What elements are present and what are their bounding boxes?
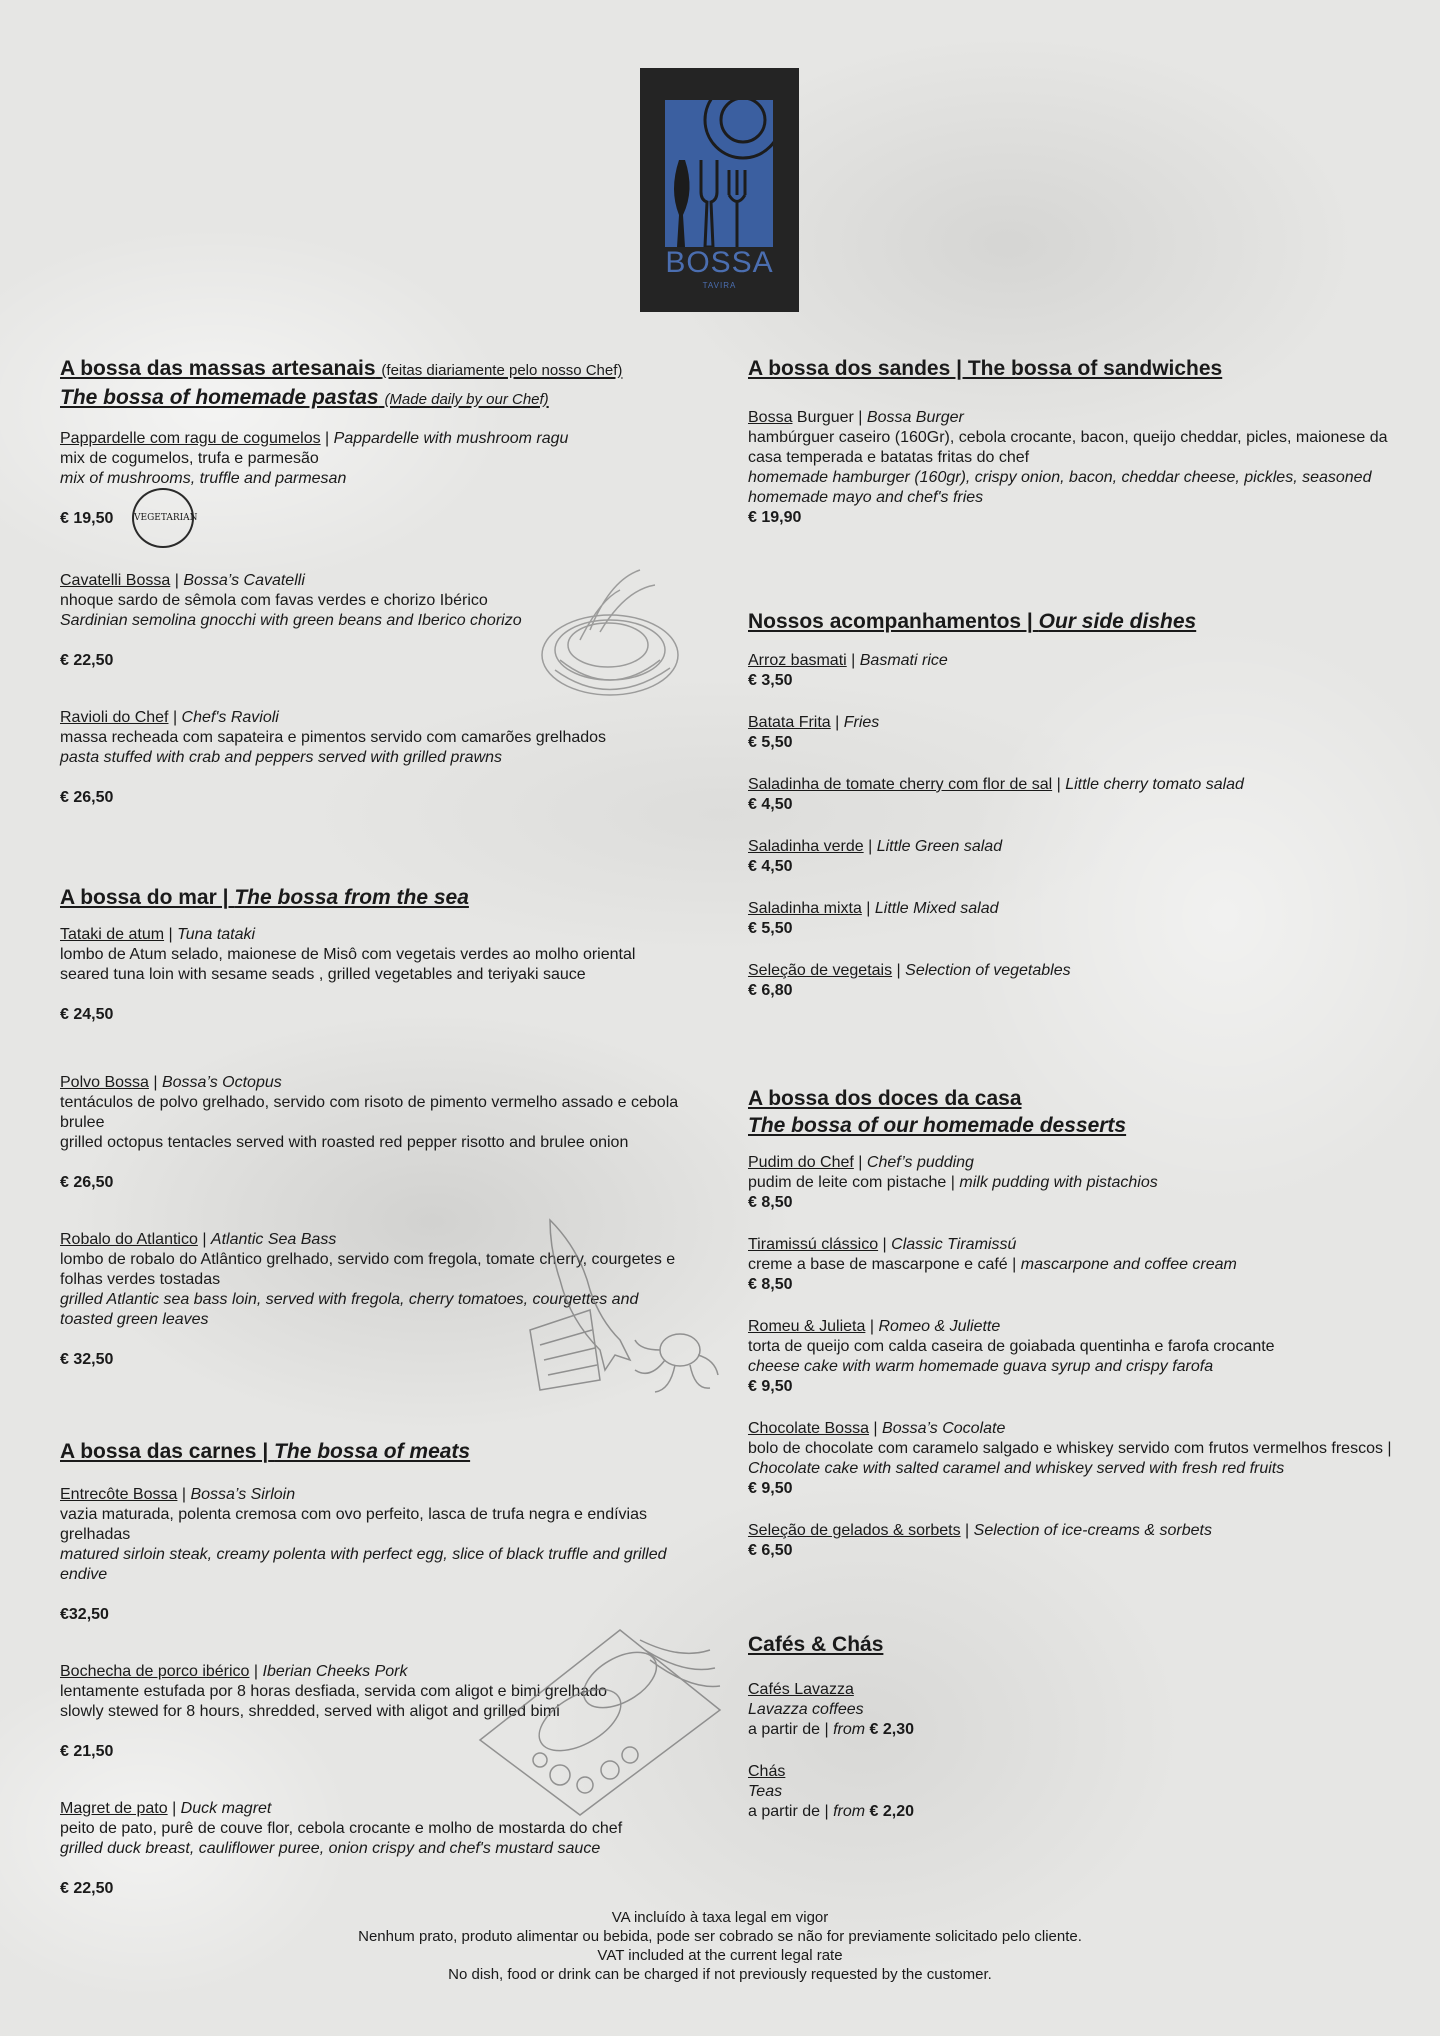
item-name-en: Classic Tiramissú <box>891 1236 1017 1253</box>
item-name-en: Little cherry tomato salad <box>1065 776 1244 793</box>
item-description-pt: vazia maturada, polenta cremosa com ovo perfeito, lasca de trufa negra e endívias grelhadas <box>60 1506 647 1543</box>
item-name-pt: Cafés Lavazza <box>748 1681 854 1698</box>
item-name-en: Bossa’s Cocolate <box>882 1420 1006 1437</box>
side-item-green-salad: Saladinha verde | Little Green salad € 4,50 <box>748 837 1398 877</box>
item-name-en: Bossa’s Sirloin <box>190 1486 296 1503</box>
item-name-pt: Polvo Bossa <box>60 1074 149 1091</box>
item-description-en: mix of mushrooms, truffle and parmesan <box>60 470 347 487</box>
item-name-pt: Seleção de vegetais <box>748 962 893 979</box>
pastas-note-pt: (feitas diariamente pelo nosso Chef) <box>381 362 623 379</box>
menu-item-polvo: Polvo Bossa | Bossa’s Octopus tentáculos de polvo grelhado, servido com risoto de pimento vermelho assado e cebola brulee grilled octopus tentacles served with roasted red pepper risotto and brulee onion € 26,50 <box>60 1073 690 1193</box>
item-name-en: Teas <box>748 1783 783 1800</box>
item-name-en: Fries <box>843 714 880 731</box>
menu-item-ravioli: Ravioli do Chef | Chef's Ravioli massa recheada com sapateira e pimentos servido com camarões grelhados pasta stuffed with crab and peppers served with grilled prawns € 26,50 <box>60 708 690 808</box>
item-price: € 6,50 <box>748 1542 793 1559</box>
item-name-pt: Robalo do Atlantico <box>60 1231 198 1248</box>
item-name-en: Romeo & Juliette <box>878 1318 1001 1335</box>
item-from-en: from <box>833 1803 866 1820</box>
item-description-pt: mix de cogumelos, trufa e parmesão <box>60 450 319 467</box>
item-description-en: grilled duck breast, cauliflower puree, onion crispy and chef's mustard sauce <box>60 1840 601 1857</box>
item-description-pt: nhoque sardo de sêmola com favas verdes e chorizo Ibérico <box>60 592 488 609</box>
item-name-en: Chef's Ravioli <box>181 709 279 726</box>
desserts-heading-pt: A bossa dos doces da casa <box>748 1087 1022 1110</box>
item-price: € 19,50 <box>60 510 114 527</box>
item-name-en: Bossa’s Cavatelli <box>183 572 305 589</box>
item-description-pt: hambúrguer caseiro (160Gr), cebola crocante, bacon, queijo cheddar, picles, maionese da casa temperada e batatas fritas do chef <box>748 429 1388 466</box>
item-name-pt: Seleção de gelados & sorbets <box>748 1522 961 1539</box>
footer-line: VAT included at the current legal rate <box>597 1947 843 1964</box>
item-price: € 5,50 <box>748 920 793 937</box>
footer-line: Nenhum prato, produto alimentar ou bebida, pode ser cobrado se não for previamente solicitado pelo cliente. <box>358 1928 1082 1945</box>
dessert-item-tiramisu: Tiramissú clássico | Classic Tiramissú creme a base de mascarpone e café | mascarpone and coffee cream € 8,50 <box>748 1235 1398 1295</box>
item-price: € 4,50 <box>748 858 793 875</box>
menu-item-entrecote: Entrecôte Bossa | Bossa’s Sirloin vazia maturada, polenta cremosa com ovo perfeito, lasca de trufa negra e endívias grelhadas matured sirloin steak, creamy polenta with perfect egg, slice of black truffle and grilled endive €32,50 <box>60 1485 690 1625</box>
menu-item-bochecha: Bochecha de porco ibérico | Iberian Cheeks Pork lentamente estufada por 8 horas desfiada, servida com aligot e bimi grelhado slowly stewed for 8 hours, shredded, served with aligot and grilled bimi € 21,50 <box>60 1662 690 1762</box>
item-description-en: pasta stuffed with crab and peppers served with grilled prawns <box>60 749 503 766</box>
item-price: € 24,50 <box>60 1006 114 1023</box>
item-name-pt: Pudim do Chef <box>748 1154 854 1171</box>
item-price: € 32,50 <box>60 1351 114 1368</box>
sides-title-en: Our side dishes <box>1038 610 1197 633</box>
coffee-item-lavazza <box>748 1680 1398 1740</box>
item-from-pt: a partir de | <box>748 1803 829 1820</box>
item-price: €32,50 <box>60 1606 109 1623</box>
dessert-item-pudim: Pudim do Chef | Chef’s pudding pudim de leite com pistache | milk pudding with pistachios € 8,50 <box>748 1153 1398 1213</box>
item-name-pt: Magret de pato <box>60 1800 168 1817</box>
item-description-en: mascarpone and coffee cream <box>1020 1256 1237 1273</box>
item-price: € 19,90 <box>748 509 802 526</box>
item-name-en: Selection of ice-creams & sorbets <box>973 1522 1212 1539</box>
item-price: € 8,50 <box>748 1194 793 1211</box>
item-description-en: slowly stewed for 8 hours, shredded, served with aligot and grilled bimi <box>60 1703 560 1720</box>
meats-heading <box>60 1438 690 1465</box>
item-name-en: Iberian Cheeks Pork <box>262 1663 408 1680</box>
item-description-pt: lentamente estufada por 8 horas desfiada, servida com aligot e bimi grelhado <box>60 1683 607 1700</box>
dessert-item-romeu-julieta: Romeu & Julieta | Romeo & Juliette torta de queijo com calda caseira de goiabada quentinha e farofa crocante cheese cake with warm homemade guava syrup and crispy farofa € 9,50 <box>748 1317 1398 1397</box>
item-description-en: homemade hamburger (160gr), crispy onion, bacon, cheddar cheese, pickles, seasoned homemade mayo and chef's fries <box>748 469 1372 506</box>
coffee-heading: Cafés & Chás <box>748 1633 884 1656</box>
item-name-en: Pappardelle with mushroom ragu <box>333 430 569 447</box>
item-name-en: Chef’s pudding <box>866 1154 974 1171</box>
footer-line: No dish, food or drink can be charged if not previously requested by the customer. <box>448 1966 992 1983</box>
item-price: € 26,50 <box>60 789 114 806</box>
side-item-mixed-salad: Saladinha mixta | Little Mixed salad € 5,50 <box>748 899 1398 939</box>
item-name-pt: Entrecôte Bossa <box>60 1486 178 1503</box>
item-description-en: matured sirloin steak, creamy polenta with perfect egg, slice of black truffle and grilled endive <box>60 1546 667 1583</box>
side-item-basmati: Arroz basmati | Basmati rice € 3,50 <box>748 651 1398 691</box>
sea-title-pt: A bossa do mar | <box>60 886 229 909</box>
meats-title-pt: A bossa das carnes | <box>60 1440 269 1463</box>
item-description-en: grilled octopus tentacles served with roasted red pepper risotto and brulee onion <box>60 1134 629 1151</box>
tableware-icon <box>665 100 773 247</box>
coffee-item-teas <box>748 1762 1398 1822</box>
side-item-fries: Batata Frita | Fries € 5,50 <box>748 713 1398 753</box>
desserts-title-en: The bossa of our homemade desserts <box>748 1114 1127 1137</box>
item-description-en: cheese cake with warm homemade guava syrup and crispy farofa <box>748 1358 1214 1375</box>
seafood-sketch-icon <box>520 1210 720 1400</box>
item-price: € 9,50 <box>748 1378 793 1395</box>
sea-title-en: The bossa from the sea <box>234 886 469 909</box>
item-price: € 4,50 <box>748 796 793 813</box>
item-description-en: Chocolate cake with salted caramel and whiskey served with fresh red fruits <box>748 1460 1285 1477</box>
item-description-pt: torta de queijo com calda caseira de goiabada quentinha e farofa crocante <box>748 1338 1275 1355</box>
item-name-en: Duck magret <box>180 1800 272 1817</box>
item-name-pt: Romeu & Julieta <box>748 1318 866 1335</box>
meat-board-sketch-icon <box>470 1620 730 1820</box>
item-name-pt: Saladinha de tomate cherry com flor de sal <box>748 776 1053 793</box>
item-price: € 21,50 <box>60 1743 114 1760</box>
item-name-pt: Saladinha verde <box>748 838 864 855</box>
item-name-en: Bossa Burger <box>866 409 964 426</box>
right-column <box>748 355 1398 1822</box>
pasta-sketch-icon <box>530 560 690 720</box>
item-name-en: Selection of vegetables <box>905 962 1071 979</box>
item-name-en: Lavazza coffees <box>748 1701 864 1718</box>
menu-item-pappardelle: Pappardelle com ragu de cogumelos | Pappardelle with mushroom ragu mix de cogumelos, trufa e parmesão mix of mushrooms, truffle and parmesan € 19,50 <box>60 429 690 529</box>
pastas-note-en: (Made daily by our Chef) <box>384 391 549 408</box>
logo-name: BOSSA <box>665 246 774 279</box>
sandwiches-heading: A bossa dos sandes | The bossa of sandwiches <box>748 357 1223 380</box>
menu-item-robalo: Robalo do Atlantico | Atlantic Sea Bass lombo de robalo do Atlântico grelhado, servido com fregola, tomate cherry, courgetes e folhas verdes tostadas grilled Atlantic sea bass loin, served with fregola, cherry tomatoes, courgettes and toasted green leaves € 32,50 <box>60 1230 690 1370</box>
logo <box>640 68 799 312</box>
item-description-en: milk pudding with pistachios <box>959 1174 1158 1191</box>
item-price: € 8,50 <box>748 1276 793 1293</box>
item-name-pt: Chocolate Bossa <box>748 1420 869 1437</box>
item-price: € 9,50 <box>748 1480 793 1497</box>
item-name-pt: Tataki de atum <box>60 926 165 943</box>
footer-line: VA incluído à taxa legal em vigor <box>611 1909 829 1926</box>
item-price: € 6,80 <box>748 982 793 999</box>
item-name-pt: Tiramissú clássico <box>748 1236 879 1253</box>
sea-heading <box>60 884 690 911</box>
item-price: € 5,50 <box>748 734 793 751</box>
item-from-en: from <box>833 1721 866 1738</box>
item-from-pt: a partir de | <box>748 1721 829 1738</box>
pastas-title-pt: A bossa das massas artesanais <box>60 357 376 380</box>
menu-item-cavatelli: Cavatelli Bossa | Bossa’s Cavatelli nhoque sardo de sêmola com favas verdes e chorizo Ibérico Sardinian semolina gnocchi with green beans and Iberico chorizo € 22,50 <box>60 571 690 671</box>
item-description-pt: bolo de chocolate com caramelo salgado e whiskey servido com frutos vermelhos frescos | <box>748 1440 1392 1457</box>
item-price: € 26,50 <box>60 1174 114 1191</box>
item-name-pt: Ravioli do Chef <box>60 709 169 726</box>
vegetarian-badge <box>132 488 198 548</box>
item-name-en: Little Green salad <box>876 838 1003 855</box>
item-name-pt: Pappardelle com ragu de cogumelos <box>60 430 321 447</box>
item-name-pt: Cavatelli Bossa <box>60 572 171 589</box>
item-description-pt: tentáculos de polvo grelhado, servido com risoto de pimento vermelho assado e cebola brulee <box>60 1094 679 1131</box>
item-description-pt: peito de pato, purê de couve flor, cebola crocante e molho de mostarda do chef <box>60 1820 623 1837</box>
meats-title-en: The bossa of meats <box>274 1440 471 1463</box>
item-description-pt: lombo de Atum selado, maionese de Misô com vegetais verdes ao molho oriental <box>60 946 636 963</box>
item-price: € 3,50 <box>748 672 793 689</box>
item-name-pt: Chás <box>748 1763 786 1780</box>
item-description-pt: lombo de robalo do Atlântico grelhado, servido com fregola, tomate cherry, courgetes e folhas verdes tostadas <box>60 1251 676 1288</box>
footer-notice <box>0 1908 1440 1984</box>
menu-item-tataki: Tataki de atum | Tuna tataki lombo de Atum selado, maionese de Misô com vegetais verdes ao molho oriental seared tuna loin with sesame seads , grilled vegetables and teriyaki sauce € 24,50 <box>60 925 690 1025</box>
item-description-en: Sardinian semolina gnocchi with green beans and Iberico chorizo <box>60 612 522 629</box>
side-item-tomato-salad: Saladinha de tomate cherry com flor de sal | Little cherry tomato salad € 4,50 <box>748 775 1398 815</box>
sides-title-pt: Nossos acompanhamentos | <box>748 610 1033 633</box>
dessert-item-chocolate: Chocolate Bossa | Bossa’s Cocolate bolo de chocolate com caramelo salgado e whiskey servido com frutos vermelhos frescos | Chocolate cake with salted caramel and whiskey served with fresh red fruits € 9,50 <box>748 1419 1398 1499</box>
item-name-en: Atlantic Sea Bass <box>210 1231 337 1248</box>
pastas-title-en: The bossa of homemade pastas <box>60 386 379 409</box>
item-price: € 22,50 <box>60 1880 114 1897</box>
item-price: € 2,20 <box>869 1803 915 1820</box>
menu-item-magret: Magret de pato | Duck magret peito de pato, purê de couve flor, cebola crocante e molho de mostarda do chef grilled duck breast, cauliflower puree, onion crispy and chef's mustard sauce € 22,50 <box>60 1799 690 1899</box>
desserts-heading-en <box>748 1112 1398 1139</box>
item-name-pt: Batata Frita <box>748 714 831 731</box>
item-price: € 22,50 <box>60 652 114 669</box>
item-description-en: grilled Atlantic sea bass loin, served with fregola, cherry tomatoes, courgettes and toasted green leaves <box>60 1291 639 1328</box>
item-name-pt: Bossa <box>748 409 793 426</box>
item-name-pt-rest: Burguer <box>792 409 854 426</box>
vegetarian-badge-label: VEGETARIAN <box>134 513 198 523</box>
dessert-item-gelados: Seleção de gelados & sorbets | Selection of ice-creams & sorbets € 6,50 <box>748 1521 1398 1561</box>
item-name-pt: Saladinha mixta <box>748 900 862 917</box>
side-item-vegetables: Seleção de vegetais | Selection of vegetables € 6,80 <box>748 961 1398 1001</box>
item-name-en: Bossa’s Octopus <box>161 1074 282 1091</box>
item-price: € 2,30 <box>869 1721 915 1738</box>
logo-panel <box>665 100 773 247</box>
item-name-en: Basmati rice <box>859 652 948 669</box>
logo-subtitle: TAVIRA <box>702 281 737 290</box>
item-name-en: Little Mixed salad <box>874 900 999 917</box>
menu-item-burger: Bossa Burguer | Bossa Burger hambúrguer caseiro (160Gr), cebola crocante, bacon, queijo cheddar, picles, maionese da casa temperada e batatas fritas do chef homemade hamburger (160gr), crispy onion, bacon, cheddar cheese, pickles, seasoned homemade mayo and chef's fries € 19,90 <box>748 408 1398 528</box>
item-name-en: Tuna tataki <box>177 926 256 943</box>
item-description-pt: creme a base de mascarpone e café | <box>748 1256 1017 1273</box>
item-description-pt: pudim de leite com pistache | <box>748 1174 955 1191</box>
pastas-heading-pt <box>60 355 690 384</box>
item-description-en: seared tuna loin with sesame seads , grilled vegetables and teriyaki sauce <box>60 966 586 983</box>
item-name-pt: Arroz basmati <box>748 652 847 669</box>
item-description-pt: massa recheada com sapateira e pimentos servido com camarões grelhados <box>60 729 607 746</box>
pastas-heading-en <box>60 384 690 413</box>
item-name-pt: Bochecha de porco ibérico <box>60 1663 250 1680</box>
sides-heading <box>748 608 1398 635</box>
